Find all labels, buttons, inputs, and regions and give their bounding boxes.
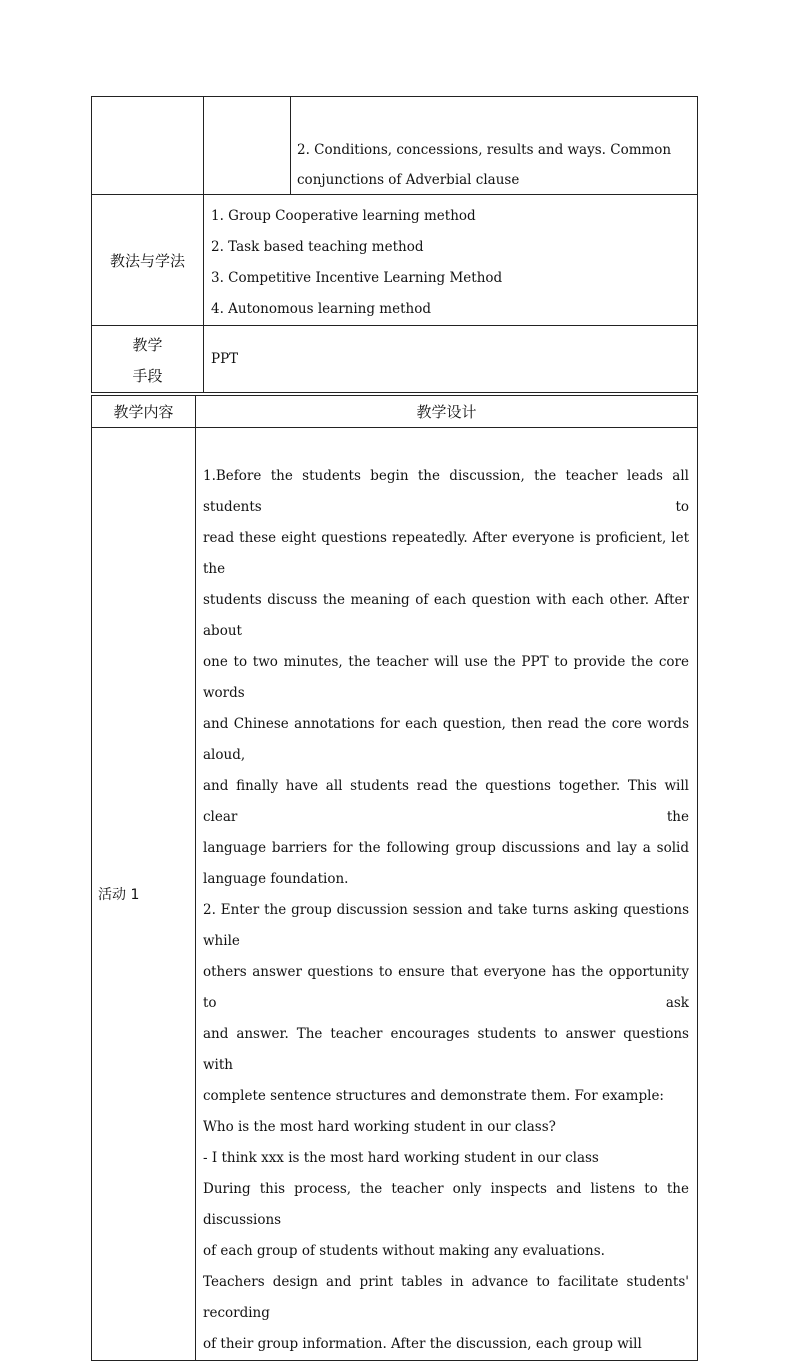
activity-line: and answer. The teacher encourages students to answer questions with [203,1026,689,1073]
method-item: 2. Task based teaching method [211,239,424,255]
header-row [92,396,698,428]
methods-list [204,195,698,326]
empty-cell [204,97,291,195]
activity-row [92,428,698,1361]
activity-line: others answer questions to ensure that everyone has the opportunity to ask [203,964,689,1011]
activity-line: and Chinese annotations for each question, then read the core words aloud, [203,716,689,763]
methods-row [92,195,698,326]
activity-line: of their group information. After the discussion, each group will [203,1336,642,1352]
activity-line: read these eight questions repeatedly. After everyone is proficient, let the [203,530,689,577]
activity-description [196,428,698,1361]
activity-line: and finally have all students read the questions together. This will clear the [203,778,689,825]
header-design: 教学设计 [196,396,698,428]
activity-line: complete sentence structures and demonstrate them. For example: [203,1088,664,1104]
empty-cell [92,97,204,195]
activity-line: students discuss the meaning of each question with each other. After about [203,592,689,639]
means-label-line: 教学 [132,336,163,354]
activity-line: 1.Before the students begin the discussion, the teacher leads all students to [203,468,689,515]
activity-line: Who is the most hard working student in our class? [203,1119,556,1135]
means-value: PPT [204,326,698,393]
objective-text-cell [291,97,698,195]
activity-label: 活动 1 [92,428,196,1361]
means-label-line: 手段 [132,367,163,385]
header-content: 教学内容 [92,396,196,428]
objectives-row [92,97,698,195]
lesson-info-table [91,96,698,393]
activity-line: Teachers design and print tables in advance to facilitate students' recording [203,1274,689,1321]
means-row [92,326,698,393]
teaching-design-table [91,395,698,1361]
means-label [92,326,204,393]
method-item: 3. Competitive Incentive Learning Method [211,270,503,286]
method-item: 1. Group Cooperative learning method [211,208,476,224]
methods-label: 教法与学法 [92,195,204,326]
activity-line: - I think xxx is the most hard working student in our class [203,1150,599,1166]
activity-line: one to two minutes, the teacher will use the PPT to provide the core words [203,654,689,701]
activity-line: language foundation. [203,871,349,887]
activity-line: of each group of students without making any evaluations. [203,1243,605,1259]
method-item: 4. Autonomous learning method [211,301,431,317]
objective-line: conjunctions of Adverbial clause [297,172,520,188]
activity-line: language barriers for the following group discussions and lay a solid [203,840,689,856]
activity-line: During this process, the teacher only inspects and listens to the discussions [203,1181,689,1228]
activity-line: 2. Enter the group discussion session and take turns asking questions while [203,902,689,949]
objective-line: 2. Conditions, concessions, results and ways. Common [297,142,672,158]
